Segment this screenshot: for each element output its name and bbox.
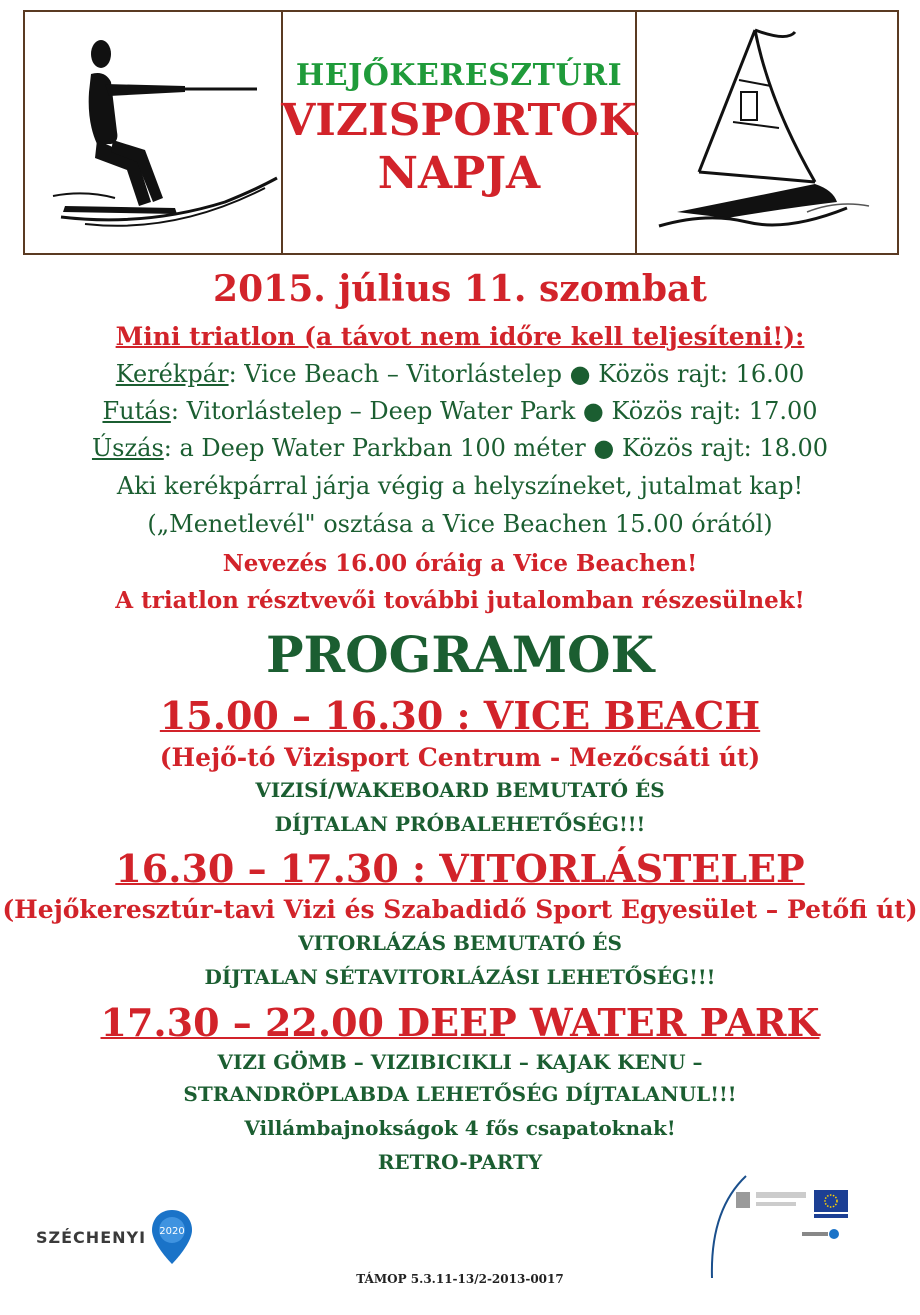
eu-funding-logo: [706, 1170, 866, 1280]
programok-title: PROGRAMOK: [265, 625, 655, 684]
run-label: Futás: [102, 397, 171, 425]
program-1-detail: VIZISÍ/WAKEBOARD BEMUTATÓ ÉS: [255, 778, 665, 802]
program-3-detail: VIZI GÖMB – VIZIBICIKLI – KAJAK KENU –: [217, 1050, 703, 1074]
header-table: [23, 10, 899, 255]
schedule-bike: [0, 360, 920, 388]
schedule-run: [0, 397, 920, 425]
program-1-time: 15.00 – 16.30 : VICE BEACH: [159, 693, 761, 738]
sailboat-cell: [637, 12, 897, 253]
water-skier-icon: [25, 12, 279, 253]
title-line-1: HEJŐKERESZTÚRI: [295, 58, 623, 93]
program-3-detail: Villámbajnokságok 4 fős csapatoknak!: [244, 1116, 676, 1140]
program-3-detail: RETRO-PARTY: [377, 1150, 543, 1174]
reward-text: Aki kerékpárral járja végig a helyszíneket, jutalmat kap!: [116, 472, 804, 500]
szechenyi-year: 2020: [159, 1226, 185, 1237]
nevezes-text: Nevezés 16.00 óráig a Vice Beachen!: [222, 550, 698, 577]
title-line-2: VIZISPORTOK: [281, 95, 637, 146]
triatlon-reward-text: A triatlon résztvevői további jutalomban részesülnek!: [115, 587, 805, 614]
title-line-3: NAPJA: [377, 148, 541, 199]
program-2-detail: DÍJTALAN SÉTAVITORLÁZÁSI LEHETŐSÉG!!!: [204, 965, 716, 989]
program-1-location: (Hejő-tó Vizisport Centrum - Mezőcsáti út): [159, 743, 761, 772]
program-2-detail: VITORLÁZÁS BEMUTATÓ ÉS: [298, 931, 622, 955]
title-cell: [283, 12, 637, 253]
bike-label: Kerékpár: [115, 360, 229, 388]
location-pin-icon: [150, 1208, 194, 1266]
bike-text: : Vice Beach – Vitorlástelep ● Közös rajt: 16.00: [228, 360, 805, 388]
szechenyi-text: SZÉCHENYI: [36, 1227, 147, 1247]
program-3-time: 17.30 – 22.00 DEEP WATER PARK: [100, 1000, 820, 1045]
program-2-time: 16.30 – 17.30 : VITORLÁSTELEP: [115, 846, 805, 891]
swim-text: : a Deep Water Parkban 100 méter ● Közös rajt: 18.00: [163, 434, 829, 462]
tamop-code: TÁMOP 5.3.11-13/2-2013-0017: [356, 1272, 564, 1286]
run-text: : Vitorlástelep – Deep Water Park ● Közös rajt: 17.00: [170, 397, 818, 425]
event-date: 2015. július 11. szombat: [213, 268, 707, 310]
program-3-detail: STRANDRÖPLABDA LEHETŐSÉG DÍJTALANUL!!!: [183, 1082, 737, 1106]
szechenyi-logo: [36, 1208, 194, 1266]
swim-label: Úszás: [91, 434, 164, 462]
sailboat-icon: [637, 12, 895, 253]
menetlevel-text: („Menetlevél" osztása a Vice Beachen 15.00 órától): [147, 510, 773, 538]
water-skier-cell: [25, 12, 283, 253]
program-2-location: (Hejőkeresztúr-tavi Vizi és Szabadidő Sport Egyesület – Petőfi út): [2, 895, 918, 924]
schedule-swim: [0, 434, 920, 462]
program-1-detail: DÍJTALAN PRÓBALEHETŐSÉG!!!: [274, 812, 646, 836]
mini-triatlon-heading: Mini triatlon (a távot nem időre kell teljesíteni!):: [115, 322, 805, 351]
